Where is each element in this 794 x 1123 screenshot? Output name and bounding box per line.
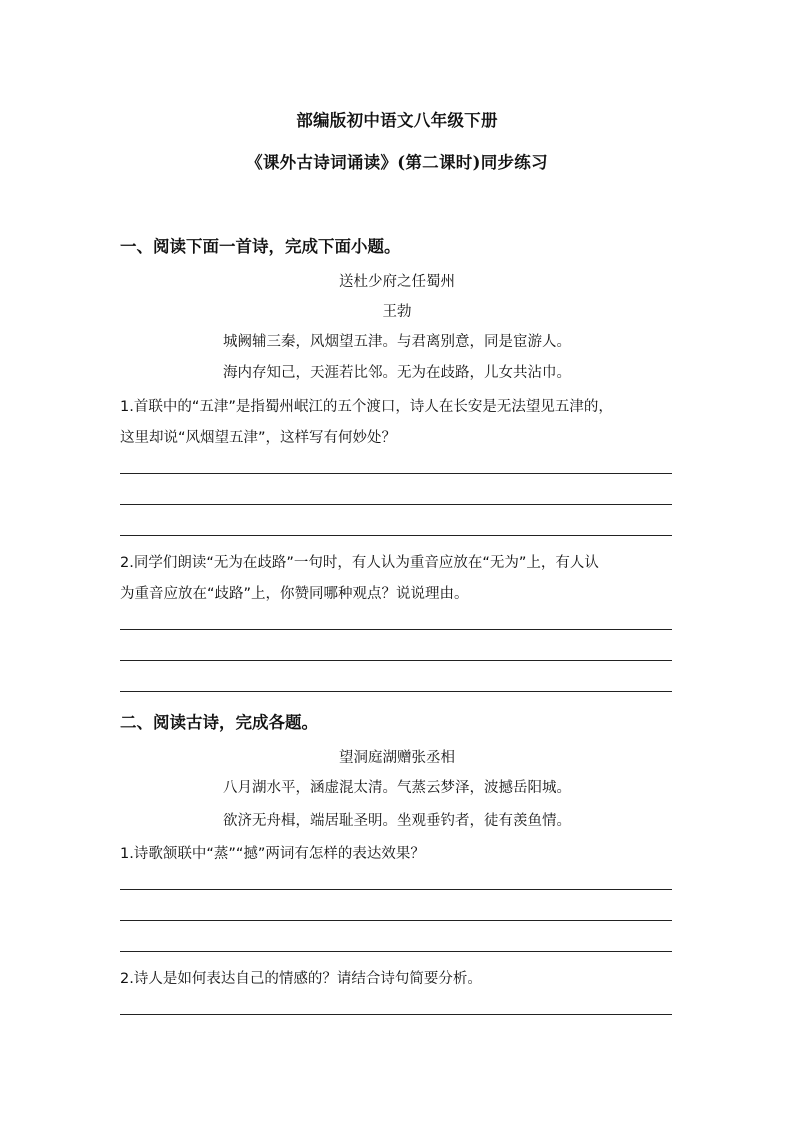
page-title: 部编版初中语文八年级下册	[296, 111, 498, 130]
answer-line[interactable]	[120, 1014, 672, 1015]
poem-1-author: 王勃	[382, 304, 412, 320]
question-2-2: 2.诗人是如何表达自己的情感的？请结合诗句简要分析。	[120, 971, 482, 987]
answer-line[interactable]	[120, 951, 672, 952]
poem-1-line: 海内存知己，天涯若比邻。无为在歧路，儿女共沾巾。	[223, 365, 571, 381]
answer-line[interactable]	[120, 889, 672, 890]
answer-line[interactable]	[120, 920, 672, 921]
question-1-1-line: 1.首联中的“五津”是指蜀州岷江的五个渡口，诗人在长安是无法望见五津的，	[120, 399, 613, 415]
page-subtitle: 《课外古诗词诵读》(第二课时)同步练习	[246, 153, 548, 172]
answer-line[interactable]	[120, 629, 672, 630]
section-2-heading: 二、阅读古诗，完成各题。	[120, 713, 318, 732]
question-1-2-line: 2.同学们朗读“无为在歧路”一句时，有人认为重音应放在“无为”上，有人认	[120, 555, 599, 571]
poem-1-title: 送杜少府之任蜀州	[339, 274, 455, 290]
section-1-heading: 一、阅读下面一首诗，完成下面小题。	[120, 237, 401, 256]
answer-line[interactable]	[120, 504, 672, 505]
answer-line[interactable]	[120, 535, 672, 536]
answer-line[interactable]	[120, 691, 672, 692]
poem-2-line: 八月湖水平，涵虚混太清。气蒸云梦泽，波撼岳阳城。	[223, 780, 571, 796]
question-1-2-line: 为重音应放在“歧路”上，你赞同哪种观点？说说理由。	[120, 586, 469, 602]
question-1-1-line: 这里却说“风烟望五津”，这样写有何妙处？	[120, 430, 397, 446]
poem-1-line: 城阙辅三秦，风烟望五津。与君离别意，同是宦游人。	[223, 334, 571, 350]
question-2-1: 1.诗歌颔联中“蒸”“撼”两词有怎样的表达效果？	[120, 846, 425, 862]
poem-2-title: 望洞庭湖赠张丞相	[339, 750, 455, 766]
poem-2-line: 欲济无舟楫，端居耻圣明。坐观垂钓者，徒有羡鱼情。	[223, 813, 571, 829]
answer-line[interactable]	[120, 660, 672, 661]
answer-line[interactable]	[120, 473, 672, 474]
